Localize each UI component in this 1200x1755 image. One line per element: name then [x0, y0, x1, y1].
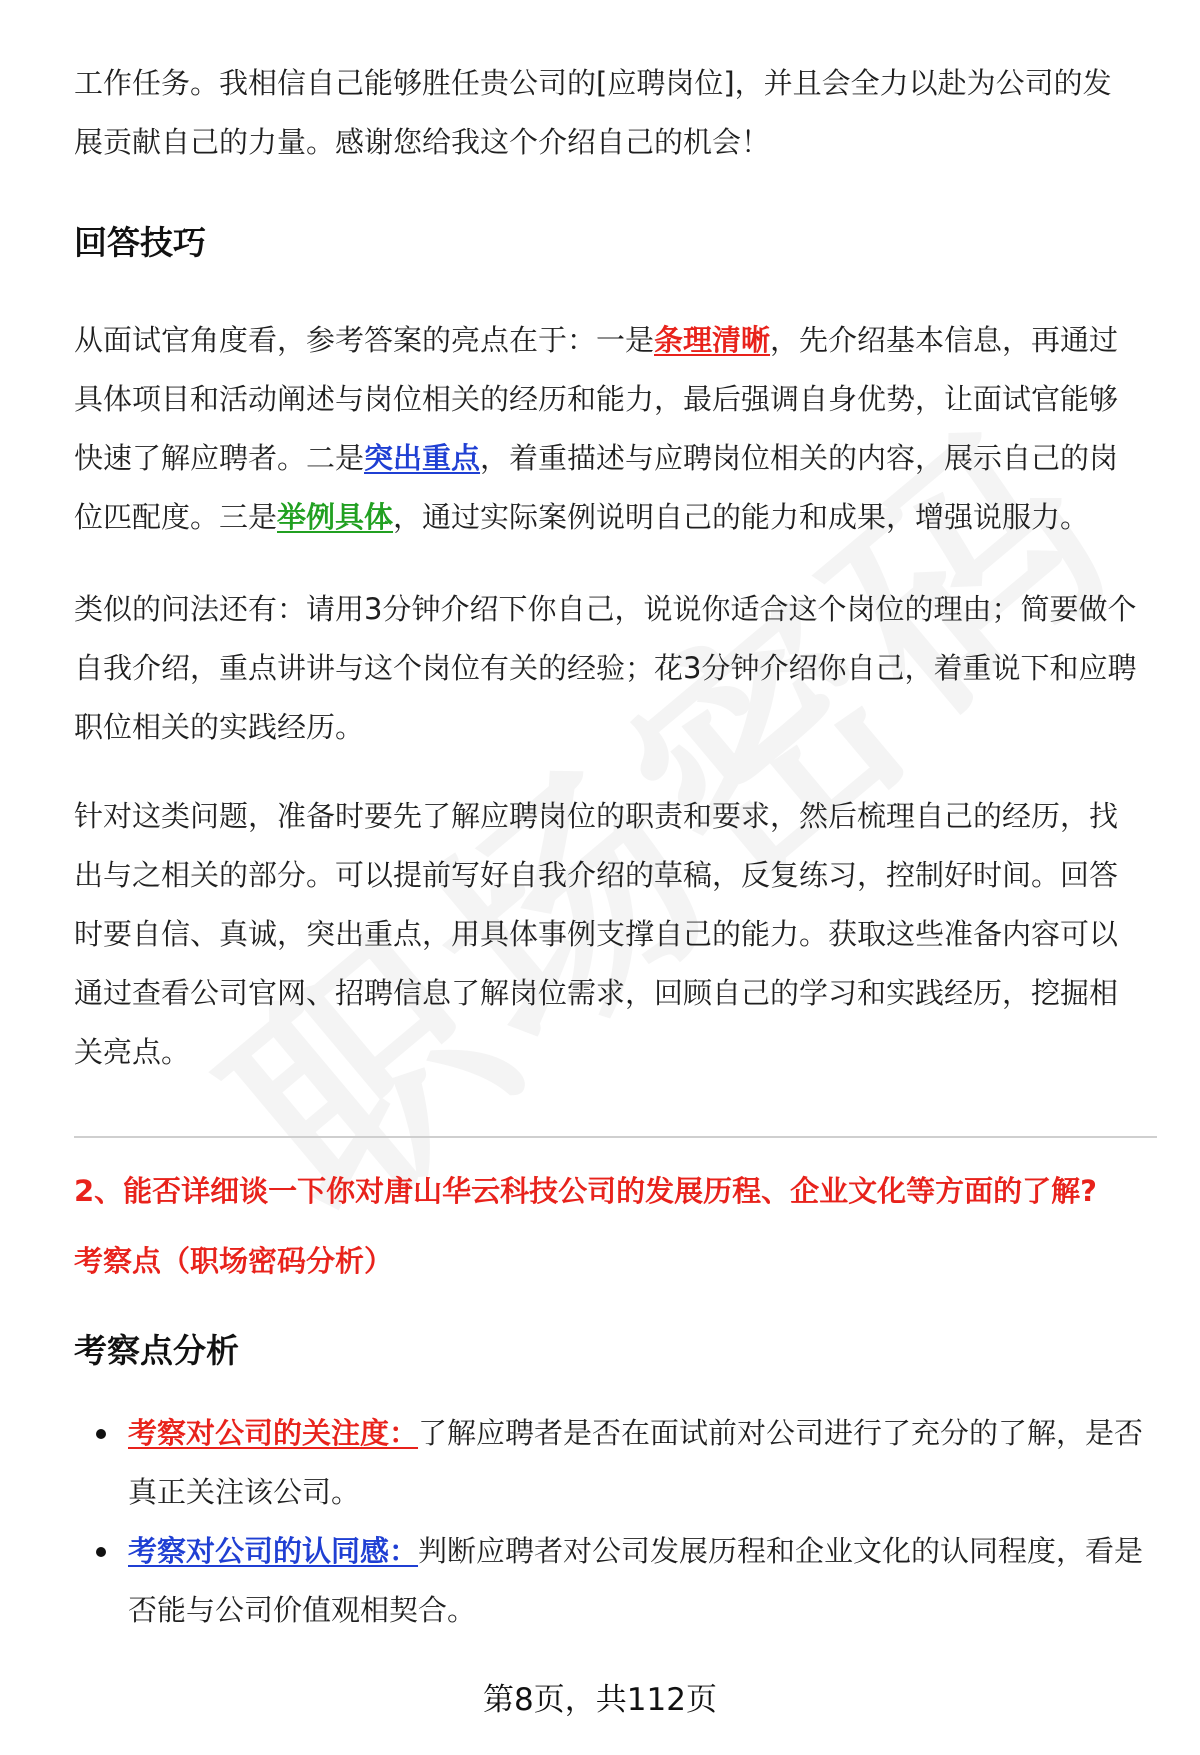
section-divider — [74, 1136, 1157, 1138]
highlight-clear-structure: 条理清晰 — [654, 323, 771, 357]
tips-heading: 回答技巧 — [74, 223, 206, 262]
bullet-dot-icon — [96, 1547, 106, 1557]
tips-p1-text-2: ，先介绍基本信息，再通过具体项目和活动阐述与岗位相关的经历和能力，最后强调自身优势，让面试官能够快速了解应聘者。二是 — [74, 323, 1119, 475]
bullet-dot-icon — [96, 1429, 106, 1439]
highlight-concrete-examples: 举例具体 — [277, 500, 394, 534]
intro-line-2: 展贡献自己的力量。感谢您给我这个介绍自己的机会！ — [74, 125, 771, 159]
page-number-footer: 第8页，共112页 — [483, 1682, 717, 1718]
tips-p1-text-4: ，通过实际案例说明自己的能力和成果，增强说服力。 — [393, 500, 1090, 534]
analysis-bullet-1 — [128, 1404, 1148, 1522]
analysis-heading: 考察点分析 — [74, 1331, 239, 1370]
analysis-bullet-2 — [128, 1522, 1148, 1640]
tips-paragraph-1 — [74, 311, 1144, 547]
tips-paragraph-3: 针对这类问题，准备时要先了解应聘岗位的职责和要求，然后梳理自己的经历，找出与之相关的部分。可以提前写好自我介绍的草稿，反复练习，控制好时间。回答时要自信、真诚，突出重点，用具体事例支撑自己的能力。获取这些准备内容可以通过查看公司官网、招聘信息了解岗位需求，回顾自己的学习和实践经历，挖掘相关亮点。 — [74, 799, 1119, 1069]
question-2-subtitle: 考察点（职场密码分析） — [74, 1244, 394, 1278]
tips-p1-text-3: ，着重描述与应聘岗位相关的内容，展示自己的岗位匹配度。三是 — [74, 441, 1119, 534]
highlight-key-points: 突出重点 — [364, 441, 481, 475]
intro-line-1: 工作任务。我相信自己能够胜任贵公司的[应聘岗位]，并且会全力以赴为公司的发 — [74, 66, 1112, 100]
bullet-1-label: 考察对公司的关注度： — [128, 1416, 419, 1450]
tips-p1-text-1: 从面试官角度看，参考答案的亮点在于：一是 — [74, 323, 655, 357]
question-2-title: 2、能否详细谈一下你对唐山华云科技公司的发展历程、企业文化等方面的了解? — [74, 1174, 1098, 1208]
bullet-1-text: 了解应聘者是否在面试前对公司进行了充分的了解，是否真正关注该公司。 — [128, 1416, 1144, 1509]
tips-paragraph-2: 类似的问法还有：请用3分钟介绍下你自己，说说你适合这个岗位的理由；简要做个自我介绍，重点讲讲与这个岗位有关的经验；花3分钟介绍你自己，着重说下和应聘职位相关的实践经历。 — [74, 592, 1137, 744]
bullet-2-text: 判断应聘者对公司发展历程和企业文化的认同程度，看是否能与公司价值观相契合。 — [128, 1534, 1144, 1627]
intro-tail — [74, 54, 1144, 172]
bullet-2-label: 考察对公司的认同感： — [128, 1534, 419, 1568]
